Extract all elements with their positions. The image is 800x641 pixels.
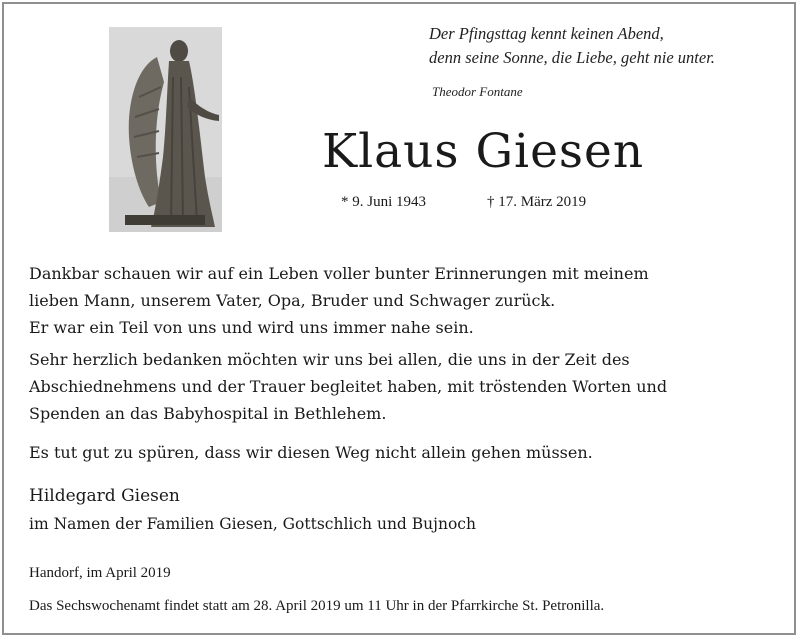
place-and-date: Handorf, im April 2019	[29, 565, 171, 581]
paragraph-thanks	[29, 346, 667, 427]
family-names: im Namen der Familien Giesen, Gottschlich und Bujnoch	[29, 515, 476, 533]
birth-date: * 9. Juni 1943	[341, 194, 427, 210]
paragraph-gratitude	[29, 260, 649, 341]
text-line: lieben Mann, unserem Vater, Opa, Bruder und Schwager zurück.	[29, 291, 556, 310]
deceased-name: Klaus Giesen	[322, 124, 645, 179]
signer-name: Hildegard Giesen	[29, 486, 180, 506]
paragraph-closing	[29, 439, 593, 466]
text-line: Es tut gut zu spüren, dass wir diesen Weg nicht allein gehen müssen.	[29, 443, 593, 462]
quote-line: denn seine Sonne, die Liebe, geht nie unter.	[429, 48, 715, 67]
text-line: Spenden an das Babyhospital in Bethlehem.	[29, 404, 387, 423]
text-line: Dankbar schauen wir auf ein Leben voller bunter Erinnerungen mit meinem	[29, 264, 649, 283]
obituary-notice	[2, 2, 796, 635]
angel-statue-photo	[109, 27, 222, 232]
text-line: Abschiednehmens und der Trauer begleitet haben, mit tröstenden Worten und	[29, 377, 668, 396]
death-date: † 17. März 2019	[487, 194, 587, 210]
quote-author: Theodor Fontane	[432, 84, 523, 99]
epigraph-quote	[429, 22, 715, 70]
text-line: Er war ein Teil von uns und wird uns immer nahe sein.	[29, 318, 474, 337]
text-line: Sehr herzlich bedanken möchten wir uns bei allen, die uns in der Zeit des	[29, 350, 630, 369]
service-notice: Das Sechswochenamt findet statt am 28. April 2019 um 11 Uhr in der Pfarrkirche St. Petronilla.	[29, 598, 605, 614]
quote-line: Der Pfingsttag kennt keinen Abend,	[429, 24, 664, 43]
